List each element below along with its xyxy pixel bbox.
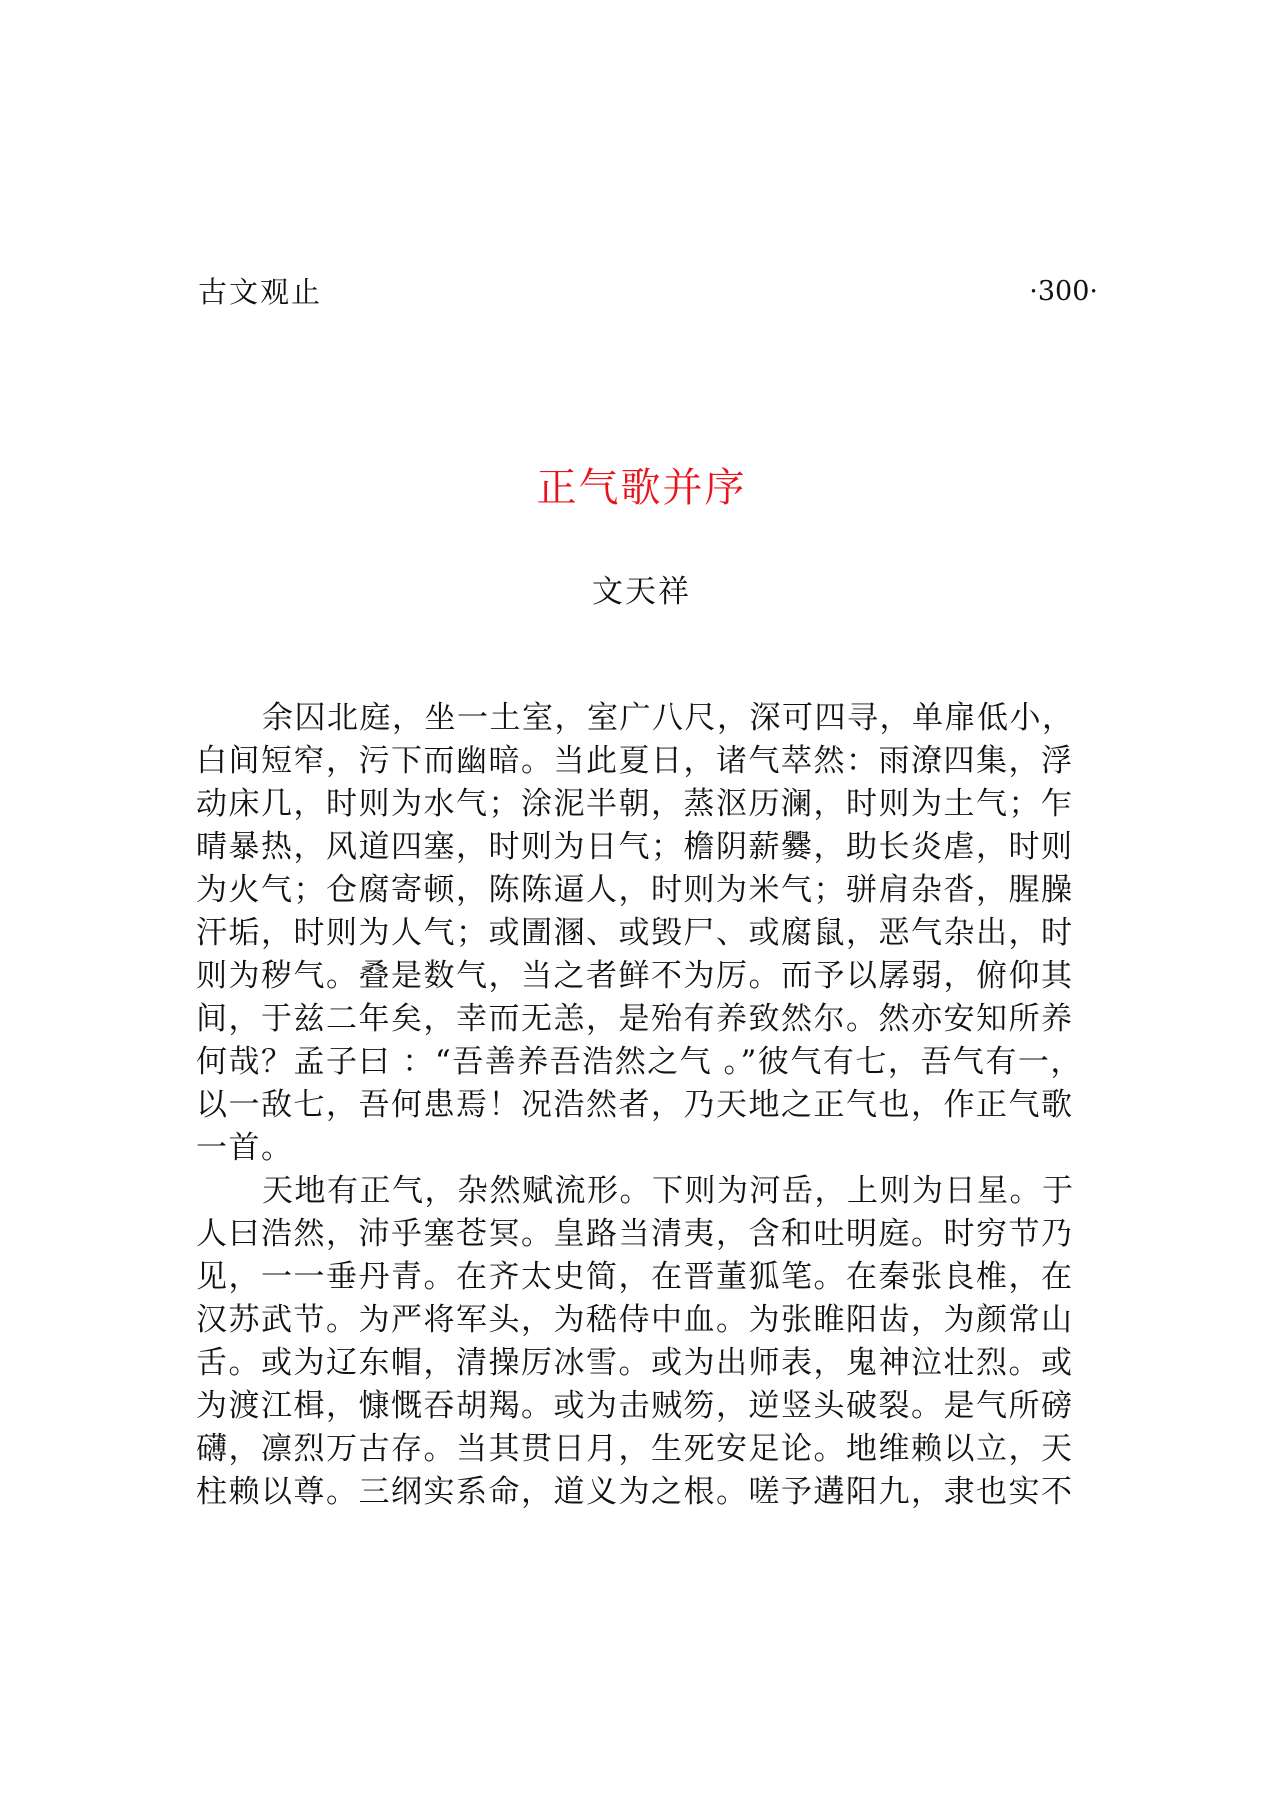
text-line: 余囚北庭，坐一土室，室广八尺，深可四寻，单扉低小，	[262, 700, 1075, 736]
text-line: 以一敌七，吾何患焉！况浩然者，乃天地之正气也，作正气歌	[196, 1087, 1074, 1123]
text-line: 晴暴热，风道四塞，时则为日气；檐阴薪爨，助长炎虐，时则	[196, 829, 1074, 865]
text-line: 间，于兹二年矣，幸而无恙，是殆有养致然尔。然亦安知所养	[196, 1001, 1074, 1037]
text-line: 动床几，时则为水气；涂泥半朝，蒸沤历澜，时则为土气；乍	[196, 786, 1074, 822]
book-title: 古文观止	[198, 275, 323, 309]
text-line: 为火气；仓腐寄顿，陈陈逼人，时则为米气；骈肩杂沓，腥臊	[196, 872, 1074, 908]
paragraph-preface	[196, 697, 1096, 1170]
text-line: 汗垢，时则为人气；或圊溷、或毁尸、或腐鼠，恶气杂出，时	[196, 915, 1074, 951]
text-line: 为渡江楫，慷慨吞胡羯。或为击贼笏，逆竖头破裂。是气所磅	[196, 1388, 1074, 1424]
text-line: 则为秽气。叠是数气，当之者鲜不为厉。而予以孱弱，俯仰其	[196, 958, 1074, 994]
text-line: 舌。或为辽东帽，清操厉冰雪。或为出师表，鬼神泣壮烈。或	[196, 1345, 1074, 1381]
text-line: 天地有正气，杂然赋流形。下则为河岳，上则为日星。于	[262, 1173, 1075, 1209]
text-line: 何哉？孟子曰 ：“吾善养吾浩然之气 。”彼气有七，吾气有一，	[196, 1044, 1083, 1080]
running-header	[198, 272, 1098, 312]
text-line: 人曰浩然，沛乎塞苍冥。皇路当清夷，含和吐明庭。时穷节乃	[196, 1216, 1074, 1252]
text-line: 礴，凛烈万古存。当其贯日月，生死安足论。地维赖以立，天	[196, 1431, 1074, 1467]
text-line: 柱赖以尊。三纲实系命，道义为之根。嗟予遘阳九，隶也实不	[196, 1474, 1074, 1510]
text-line: 一首。	[196, 1130, 294, 1166]
page-number: ·300·	[1029, 276, 1098, 307]
essay-title: 正气歌并序	[536, 465, 747, 511]
body-text	[196, 697, 1096, 1514]
text-line: 汉苏武节。为严将军头，为嵇侍中血。为张睢阳齿，为颜常山	[196, 1302, 1074, 1338]
essay-author: 文天祥	[592, 574, 691, 610]
paragraph-poem	[196, 1170, 1096, 1514]
text-line: 白间短窄，污下而幽暗。当此夏日，诸气萃然：雨潦四集，浮	[196, 743, 1074, 779]
text-line: 见，一一垂丹青。在齐太史简，在晋董狐笔。在秦张良椎，在	[196, 1259, 1074, 1295]
